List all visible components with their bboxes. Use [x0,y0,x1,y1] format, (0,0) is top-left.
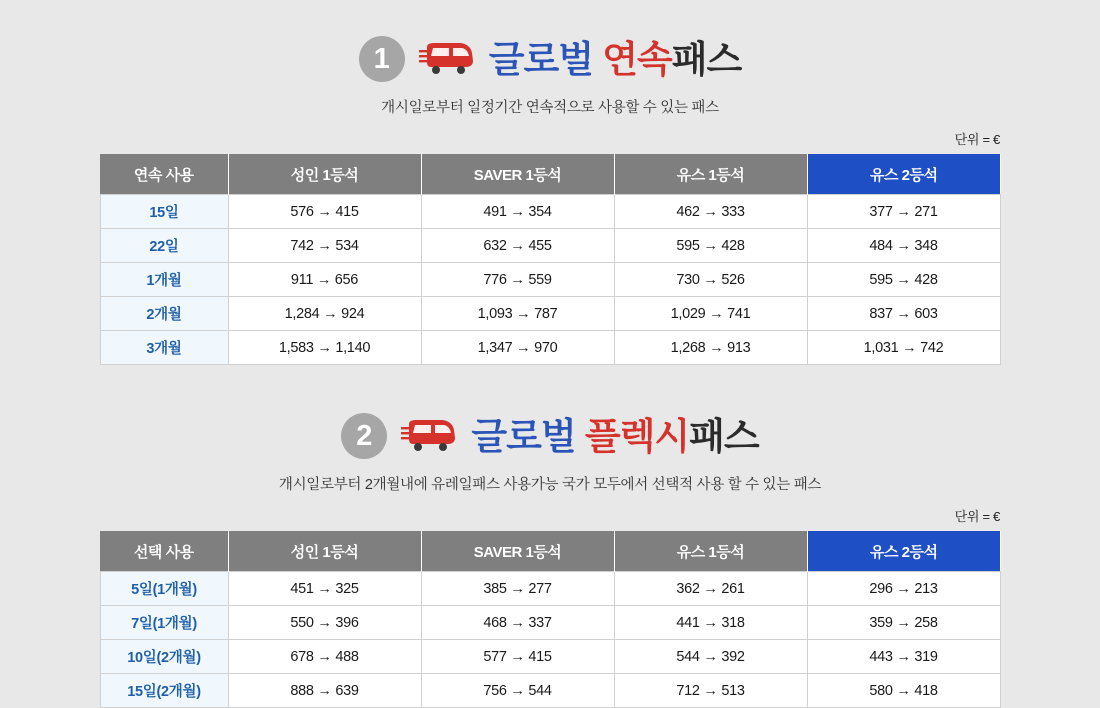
cell-youth-first: 595 → 428 [614,229,807,263]
section-subtitle: 개시일로부터 일정기간 연속적으로 사용할 수 있는 패스 [381,100,719,116]
row-label: 3개월 [100,331,228,365]
column-header-youth-second: 유스 2등석 [807,154,1000,195]
cell-youth-second: 296 → 213 [807,572,1000,606]
cell-youth-second: 1,031 → 742 [807,331,1000,365]
cell-youth-first: 462 → 333 [614,195,807,229]
title-part-3: 패스 [689,415,759,457]
section-global-flexi-pass [0,365,1100,708]
cell-youth-second: 837 → 603 [807,297,1000,331]
cell-adult-first: 742 → 534 [228,229,421,263]
cell-adult-first: 888 → 639 [228,674,421,708]
cell-saver-first: 632 → 455 [421,229,614,263]
cell-youth-second: 443 → 319 [807,640,1000,674]
price-table-flexi [100,531,1001,708]
column-header-adult-first: 성인 1등석 [228,154,421,195]
cell-youth-first: 441 → 318 [614,606,807,640]
table-row [100,640,1000,674]
cell-youth-second: 359 → 258 [807,606,1000,640]
cell-adult-first: 1,583 → 1,140 [228,331,421,365]
train-icon [401,418,457,454]
currency-unit-note: 단위 = € [954,132,1000,147]
cell-saver-first: 776 → 559 [421,263,614,297]
column-header-saver-first: SAVER 1등석 [421,154,614,195]
table-row [100,331,1000,365]
table-row [100,195,1000,229]
row-label: 15일 [100,195,228,229]
title-part-1: 글로벌 [488,38,593,80]
column-header-usage: 연속 사용 [100,154,228,195]
section-header [0,413,1100,459]
cell-youth-second: 377 → 271 [807,195,1000,229]
table-row [100,297,1000,331]
row-label: 10일(2개월) [100,640,228,674]
table-header-row [100,154,1000,195]
cell-saver-first: 1,347 → 970 [421,331,614,365]
title-part-2: 플렉시 [584,415,690,457]
cell-saver-first: 468 → 337 [421,606,614,640]
cell-youth-second: 595 → 428 [807,263,1000,297]
row-label: 5일(1개월) [100,572,228,606]
cell-youth-first: 730 → 526 [614,263,807,297]
title-part-2: 연속 [602,38,672,80]
title-part-1: 글로벌 [471,415,576,457]
table-row [100,572,1000,606]
row-label: 1개월 [100,263,228,297]
column-header-youth-first: 유스 1등석 [614,531,807,572]
price-table-continuous [100,154,1001,365]
cell-saver-first: 385 → 277 [421,572,614,606]
column-header-usage: 선택 사용 [100,531,228,572]
title-part-3: 패스 [671,38,742,80]
cell-youth-first: 712 → 513 [614,674,807,708]
currency-unit-note: 단위 = € [954,509,1000,524]
row-label: 7일(1개월) [100,606,228,640]
row-label: 22일 [100,229,228,263]
train-icon [419,41,475,77]
section-title [488,38,742,80]
section-header [0,36,1100,82]
table-row [100,229,1000,263]
section-number-badge: 1 [359,36,405,82]
cell-youth-first: 1,268 → 913 [614,331,807,365]
cell-saver-first: 491 → 354 [421,195,614,229]
table-row [100,263,1000,297]
section-title [471,415,759,457]
cell-adult-first: 451 → 325 [228,572,421,606]
table-row [100,674,1000,708]
cell-youth-first: 362 → 261 [614,572,807,606]
cell-youth-first: 544 → 392 [614,640,807,674]
cell-saver-first: 577 → 415 [421,640,614,674]
cell-youth-second: 580 → 418 [807,674,1000,708]
cell-adult-first: 550 → 396 [228,606,421,640]
cell-youth-first: 1,029 → 741 [614,297,807,331]
table-row [100,606,1000,640]
section-number-badge: 2 [341,413,387,459]
column-header-youth-first: 유스 1등석 [614,154,807,195]
cell-adult-first: 678 → 488 [228,640,421,674]
cell-youth-second: 484 → 348 [807,229,1000,263]
column-header-adult-first: 성인 1등석 [228,531,421,572]
row-label: 15일(2개월) [100,674,228,708]
table-header-row [100,531,1000,572]
section-subtitle: 개시일로부터 2개월내에 유레일패스 사용가능 국가 모두에서 선택적 사용 할 수 있는 패스 [278,477,822,493]
column-header-youth-second: 유스 2등석 [807,531,1000,572]
cell-adult-first: 911 → 656 [228,263,421,297]
row-label: 2개월 [100,297,228,331]
cell-adult-first: 576 → 415 [228,195,421,229]
cell-saver-first: 756 → 544 [421,674,614,708]
column-header-saver-first: SAVER 1등석 [421,531,614,572]
cell-saver-first: 1,093 → 787 [421,297,614,331]
cell-adult-first: 1,284 → 924 [228,297,421,331]
